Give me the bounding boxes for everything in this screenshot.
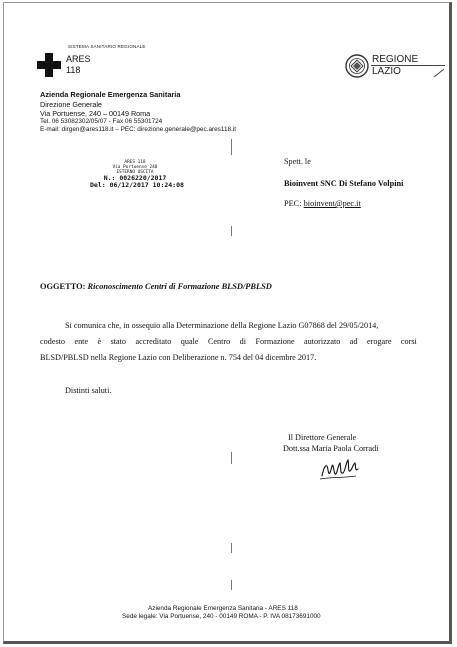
footer-line2: Sede legale: Via Portuense, 240 - 00149 ROMA - P. IVA 08173691000 (122, 613, 321, 620)
sender-tel-fax: Tel. 06 53082302/05/07 - Fax 06 55301724 (40, 118, 163, 125)
fold-mark (231, 139, 232, 155)
signatory-title: Il Direttore Generale (288, 433, 357, 442)
body-word: accreditato (135, 337, 172, 346)
recipient-salutation: Spett. le (284, 157, 311, 166)
footer-line1: Azienda Regionale Emergenza Sanitaria - ARES 118 (148, 605, 298, 612)
body-word: Formazione (255, 337, 295, 346)
stamp-line2: Via Portuense 240 (112, 165, 158, 170)
regione-line2: LAZIO (372, 66, 401, 77)
subject-line (40, 282, 272, 291)
body-word: stato (110, 337, 127, 346)
body-word: autorizzato (304, 337, 341, 346)
ares-number: 118 (66, 65, 81, 75)
sender-email-pec: E-mail: dirgen@ares118.it – PEC: direzione.generale@pec.ares118.it (40, 126, 237, 133)
fold-mark (231, 226, 232, 236)
recipient-pec-label: PEC: (284, 199, 302, 208)
recipient-pec-address[interactable]: bioinvent@pec.it (303, 199, 361, 208)
body-word: ad (349, 337, 358, 346)
stamp-line3: ESTERNO USCITA (116, 170, 154, 175)
recipient-name: Bioinvent SNC Di Stefano Volpini (284, 179, 404, 188)
closing: Distinti saluti. (65, 386, 112, 395)
stamp-date: Del: 06/12/2017 10:24:08 (90, 181, 184, 189)
body-word: quale (180, 337, 199, 346)
regione-line1: REGIONE (372, 54, 419, 65)
ares-cross-logo-icon (37, 53, 61, 77)
ares-name: ARES (66, 54, 91, 64)
subject-label: OGGETTO: (40, 282, 86, 291)
body-line-2 (40, 337, 417, 346)
body-word: corsi (400, 337, 417, 346)
fold-mark (231, 543, 232, 553)
body-word: Centro (207, 337, 231, 346)
body-word: codesto (40, 337, 66, 346)
sistema-sanitario-label: SISTEMA SANITARIO REGIONALE (68, 44, 146, 49)
stamp-number: N.: 0026220/2017 (103, 174, 167, 182)
body-word: erogare (366, 337, 392, 346)
sender-department: Direzione Generale (40, 100, 102, 109)
protocol-stamp (90, 160, 184, 189)
stamp-line1: ARES 118 (124, 160, 146, 165)
subject-text: Riconoscimento Centri di Formazione BLSD/PBLSD (87, 282, 272, 291)
body-line-1: Si comunica che, in ossequio alla Determinazione della Regione Lazio G07868 del 29/05/2014, (65, 321, 379, 330)
fold-mark (231, 452, 232, 464)
body-word: è (97, 337, 102, 346)
recipient-pec (284, 199, 361, 208)
sender-address: Via Portuense, 240 – 00149 Roma (40, 109, 151, 118)
body-word: di (239, 337, 247, 346)
sender-org-name: Azienda Regionale Emergenza Sanitaria (40, 90, 181, 99)
signatory-name: Dott.ssa Maria Paola Corradi (283, 444, 379, 453)
handwritten-signature-icon (318, 454, 362, 482)
fold-mark (231, 580, 232, 590)
body-word: ente (74, 337, 89, 346)
body-line-3: BLSD/PBLSD nella Regione Lazio con Deliberazione n. 754 del 04 dicembre 2017. (40, 353, 317, 362)
